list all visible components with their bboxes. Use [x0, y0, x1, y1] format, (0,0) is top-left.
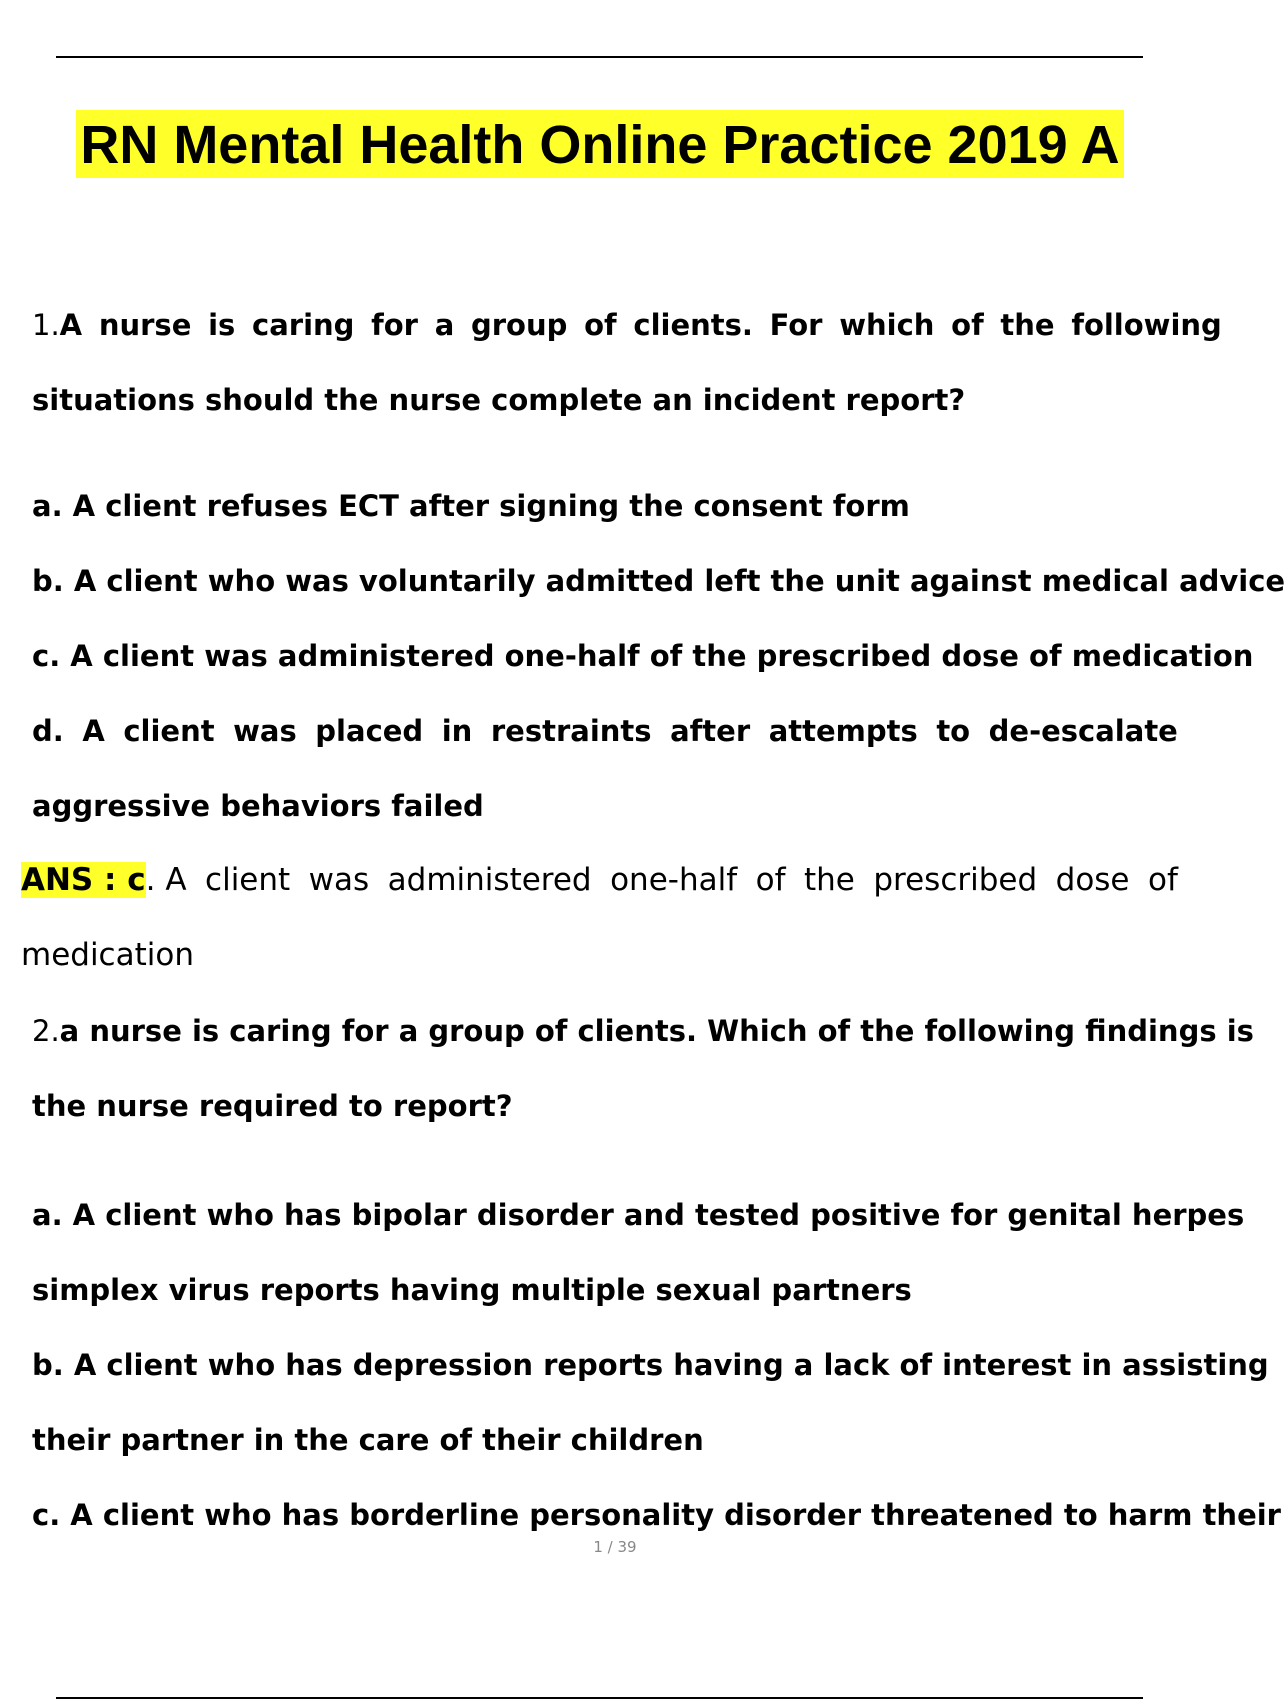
- q2-option-a-line1: a. A client who has bipolar disorder and tested positive for genital herpes: [32, 1198, 1245, 1232]
- q2-stem-text: a nurse is caring for a group of clients. Which of the following findings is: [59, 1014, 1254, 1048]
- bottom-rule: [56, 1697, 1143, 1699]
- word: the: [804, 862, 855, 898]
- word: client: [123, 714, 215, 748]
- word: of: [755, 862, 786, 898]
- word: dose: [1055, 862, 1130, 898]
- word: administered: [387, 862, 592, 898]
- q2-option-c-line1: c. A client who has borderline personality disorder threatened to harm their: [32, 1498, 1281, 1532]
- q2-option-b-line1: b. A client who has depression reports having a lack of interest in assisting: [32, 1348, 1269, 1382]
- word: group: [471, 308, 568, 342]
- word: A: [82, 714, 105, 748]
- q1-stem-word: A: [59, 308, 83, 342]
- word: of: [951, 308, 984, 342]
- q1-stem-line1: [32, 306, 1222, 344]
- q1-option-b: b. A client who was voluntarily admitted left the unit against medical advice: [32, 564, 1285, 598]
- word: after: [670, 714, 751, 748]
- word: to: [936, 714, 971, 748]
- word: caring: [252, 308, 355, 342]
- word: placed: [315, 714, 424, 748]
- word: client: [205, 862, 291, 898]
- q1-answer-word: . A: [145, 862, 187, 898]
- word: which: [839, 308, 935, 342]
- word: was: [308, 862, 370, 898]
- q1-answer-line1: [21, 861, 1178, 899]
- word: of: [584, 308, 617, 342]
- top-rule: [56, 56, 1143, 58]
- word: for: [371, 308, 418, 342]
- word: For: [769, 308, 823, 342]
- q2-option-a-line2: simplex virus reports having multiple sexual partners: [32, 1273, 912, 1307]
- word: attempts: [768, 714, 918, 748]
- document-title: RN Mental Health Online Practice 2019 A: [76, 110, 1123, 178]
- word: clients.: [633, 308, 753, 342]
- word: restraints: [490, 714, 652, 748]
- q1-number-and-first-word: [32, 306, 82, 344]
- word: prescribed: [873, 862, 1038, 898]
- page-indicator: 1 / 39: [593, 1538, 637, 1556]
- q2-stem-line1: [32, 1012, 1254, 1050]
- word: a: [434, 308, 455, 342]
- word: in: [441, 714, 473, 748]
- q1-answer-label: ANS : c: [21, 862, 146, 898]
- q2-stem-line2: the nurse required to report?: [32, 1089, 513, 1123]
- q1-stem-line2: situations should the nurse complete an incident report?: [32, 383, 966, 417]
- q2-number: 2.: [32, 1014, 60, 1048]
- q2-option-b-line2: their partner in the care of their children: [32, 1423, 704, 1457]
- word: one-half: [610, 862, 738, 898]
- word: following: [1071, 308, 1222, 342]
- word: de-escalate: [988, 714, 1178, 748]
- q1-number: 1.: [32, 308, 60, 342]
- title-container: [0, 110, 1200, 178]
- q1-answer-line2: medication: [21, 937, 194, 973]
- word: was: [233, 714, 297, 748]
- q1-option-d-line1: [32, 712, 1178, 750]
- word: d.: [32, 714, 64, 748]
- word: is: [208, 308, 236, 342]
- q1-option-c: c. A client was administered one-half of the prescribed dose of medication: [32, 639, 1254, 673]
- q1-option-d-line2: aggressive behaviors failed: [32, 789, 484, 823]
- q1-option-a: a. A client refuses ECT after signing the consent form: [32, 489, 910, 523]
- q1-answer-head: [21, 861, 187, 899]
- word: nurse: [98, 308, 192, 342]
- word: of: [1148, 862, 1178, 898]
- word: the: [1000, 308, 1055, 342]
